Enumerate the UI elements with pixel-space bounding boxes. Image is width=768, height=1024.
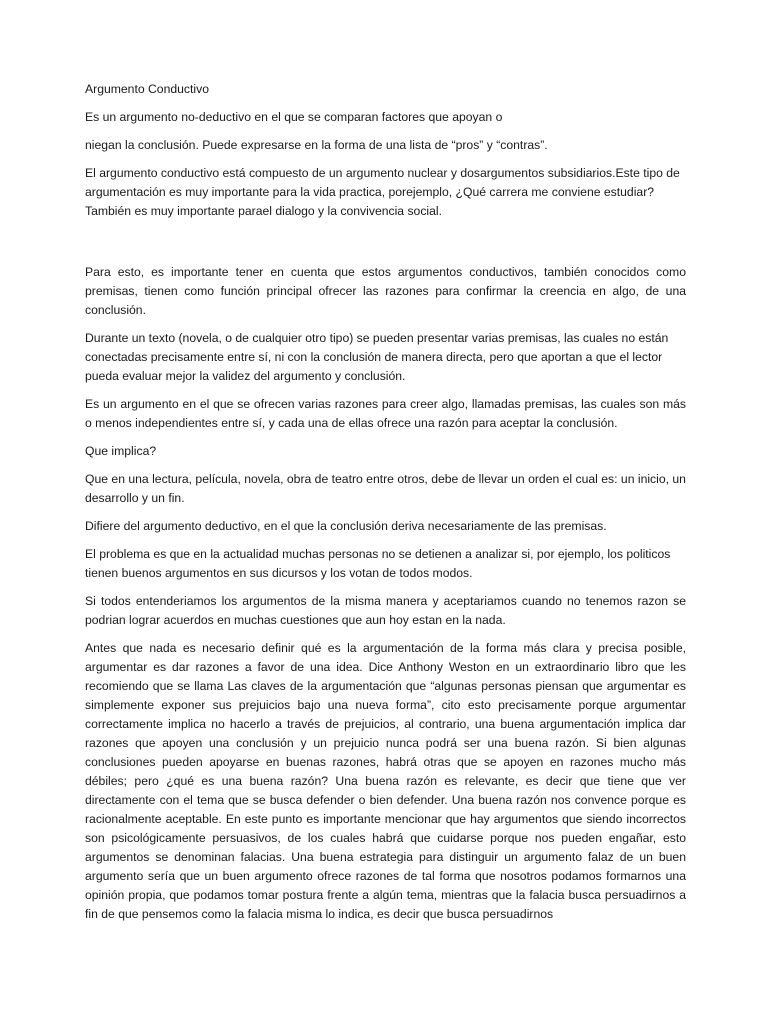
paragraph-argumentacion: Antes que nada es necesario definir qué es la argumentación de la forma más clara y precisa posible, argumentar es dar razones a favor de una idea. Dice Anthony Weston en un extraordinario libro que les recomiendo que se llama Las claves de la argumentación que “algunas personas piensan que argumentar es simplemente exponer sus prejuicios bajo una nueva forma”, cito esto precisamente porque argumentar correctamente implica no hacerlo a través de prejuicios, al contrario, una buena argumentación implica dar razones que apoyen una conclusión y un prejuicio nunca podrá ser una buena razón. Si bien algunas conclusiones pueden apoyarse en buenas razones, habrá otras que se apoyen en razones mucho más débiles; pero ¿qué es una buena razón? Una buena razón es relevante, es decir que tiene que ver directamente con el tema que se busca defender o bien defender. Una buena razón nos convence porque es racionalmente aceptable. En este punto es importante mencionar que hay argumentos que siendo incorrectos son psicológicamente persuasivos, de los cuales habrá que cuidarse porque nos pueden engañar, esto argumentos se denominan falacias. Una buena estrategia para distinguir un argumento falaz de un buen argumento sería que un buen argumento ofrece razones de tal forma que nosotros podamos formarnos una opinión propia, que podamos tomar postura frente a algún tema, mientras que la falacia busca persuadirnos a fin de que pensemos como la falacia misma lo indica, es decir que busca persuadirnos — [85, 641, 686, 921]
paragraph-pros-contras: niegan la conclusión. Puede expresarse en la forma de una lista de “pros” y “contras”. — [85, 138, 548, 152]
document-title: Argumento Conductivo — [85, 82, 209, 96]
paragraph-problema: El problema es que en la actualidad muchas personas no se detienen a analizar si, por ejemplo, los politicos tienen buenos argumentos en sus dicursos y los votan de todos modos. — [85, 547, 671, 580]
paragraph-premisas: Para esto, es importante tener en cuenta que estos argumentos conductivos, también conocidos como premisas, tienen como función principal ofrecer las razones para confirmar la creencia en algo, de una conclusión. — [85, 265, 686, 317]
paragraph-orden: Que en una lectura, película, novela, obra de teatro entre otros, debe de llevar un orden el cual es: un inicio, un desarrollo y un fin. — [85, 472, 686, 505]
paragraph-razones: Es un argumento en el que se ofrecen varias razones para creer algo, llamadas premisas, las cuales son más o menos independientes entre sí, y cada una de ellas ofrece una razón para aceptar la conclusión. — [85, 397, 686, 430]
paragraph-difiere: Difiere del argumento deductivo, en el que la conclusión deriva necesariamente de las premisas. — [85, 519, 607, 533]
paragraph-composition: El argumento conductivo está compuesto de un argumento nuclear y dosargumentos subsidiarios.Este tipo de argumentación es muy importante para la vida practica, porejemplo, ¿Qué carrera me conviene estudiar? También es muy importante parael dialogo y la convivencia social. — [85, 166, 680, 218]
blank-line — [85, 230, 686, 263]
heading-que-implica: Que implica? — [85, 444, 157, 458]
paragraph-acuerdos: Si todos entenderiamos los argumentos de la misma manera y aceptariamos cuando no tenemos razon se podrian lograr acuerdos en muchas cuestiones que aun hoy estan en la nada. — [85, 594, 686, 627]
paragraph-definition: Es un argumento no-deductivo en el que se comparan factores que apoyan o — [85, 110, 503, 124]
paragraph-texto: Durante un texto (novela, o de cualquier otro tipo) se pueden presentar varias premisas, las cuales no están conectadas precisamente entre sí, ni con la conclusión de manera directa, pero que aportan a que el lector pueda evaluar mejor la validez del argumento y conclusión. — [85, 331, 669, 383]
